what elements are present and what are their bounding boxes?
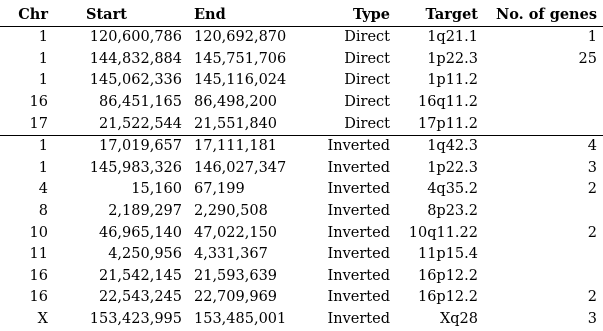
cell-chr: 16 (29, 289, 48, 306)
cell-end: 86,498,200 (194, 94, 278, 111)
cell-genes: 1 (587, 29, 597, 46)
header-row (0, 0, 603, 27)
header-genes: No. of genes (482, 0, 603, 27)
cell-target: 16p12.2 (417, 289, 478, 306)
cell-genes (482, 244, 603, 266)
cell-type: Inverted (308, 135, 394, 157)
cell-genes (482, 113, 603, 135)
cell-genes: 4 (482, 135, 603, 157)
cell-start: 2,189,297 (108, 203, 182, 220)
header-start: Start (52, 0, 186, 27)
cell-end: 120,692,870 (194, 29, 287, 46)
table-row (0, 179, 603, 201)
table-row (0, 49, 603, 71)
cell-start: 86,451,165 (98, 94, 182, 111)
cell-end: 153,485,001 (194, 311, 287, 328)
cell-target: 17p11.2 (417, 115, 478, 132)
cell-start: 22,543,245 (98, 289, 182, 306)
cell-target: 1p11.2 (427, 72, 478, 89)
cell-genes (482, 201, 603, 223)
cell-type: Direct (344, 94, 390, 111)
cell-type: Inverted (327, 267, 390, 284)
cell-start: 4,250,956 (108, 246, 182, 263)
cell-chr: 16 (29, 94, 48, 111)
cell-type: Inverted (327, 203, 390, 220)
cell-start: 144,832,884 (89, 50, 182, 67)
cell-end: 67,199 (194, 181, 245, 198)
cell-chr: 1 (38, 50, 48, 67)
cell-start: 46,965,140 (98, 224, 182, 241)
table-row (0, 135, 603, 157)
cell-start: 21,542,145 (98, 267, 182, 284)
cell-type: Direct (344, 72, 390, 89)
cell-end: 22,709,969 (194, 289, 278, 306)
cell-end: 4,331,367 (194, 246, 268, 263)
cell-type: Inverted (327, 311, 390, 328)
cell-end: 145,751,706 (194, 50, 287, 67)
table-row (0, 287, 603, 309)
cell-chr: 17 (29, 115, 48, 132)
cell-genes: 3 (587, 311, 597, 328)
cell-target: 11p15.4 (417, 246, 478, 263)
table-row (0, 222, 603, 244)
cell-target: 1q21.1 (427, 29, 478, 46)
header-end: End (186, 0, 308, 27)
cell-chr: 1 (38, 159, 48, 176)
cell-type: Direct (344, 29, 390, 46)
cell-type: Inverted (327, 246, 390, 263)
table-row (0, 201, 603, 223)
cell-chr: 16 (29, 267, 48, 284)
cell-type: Inverted (327, 224, 390, 241)
cell-end: 21,551,840 (194, 115, 278, 132)
cell-genes: 2 (587, 224, 597, 241)
cell-genes: 25 (578, 50, 597, 67)
cell-chr: X (37, 311, 48, 328)
cell-target: 10q11.22 (408, 224, 478, 241)
cell-type: Inverted (327, 159, 390, 176)
cell-target: Xq28 (439, 311, 478, 328)
cell-genes: 2 (587, 289, 597, 306)
cell-end: 2,290,508 (194, 203, 268, 220)
cell-start: 21,522,544 (98, 115, 182, 132)
cell-target: 1p22.3 (427, 50, 478, 67)
cell-chr: 11 (29, 246, 48, 263)
table-row (0, 27, 603, 49)
cell-target: 8p23.2 (427, 203, 478, 220)
cell-chr: 1 (0, 135, 52, 157)
header-chr: Chr (0, 0, 52, 27)
cell-end: 145,116,024 (194, 72, 287, 89)
table-row (0, 244, 603, 266)
cell-type: Direct (344, 115, 390, 132)
cell-target: 1q42.3 (394, 135, 482, 157)
cell-chr: 10 (29, 224, 48, 241)
cell-chr: 1 (38, 72, 48, 89)
cell-chr: 1 (38, 29, 48, 46)
table-row (0, 113, 603, 135)
table-row (0, 266, 603, 288)
direct-group (0, 27, 603, 136)
table-row (0, 92, 603, 114)
cell-start: 120,600,786 (89, 29, 182, 46)
cell-type: Direct (344, 50, 390, 67)
cell-type: Inverted (327, 181, 390, 198)
table-header (0, 0, 603, 27)
header-target: Target (394, 0, 482, 27)
cell-end: 17,111,181 (186, 135, 308, 157)
cell-chr: 8 (38, 203, 48, 220)
cell-end: 146,027,347 (194, 159, 287, 176)
cell-target: 4q35.2 (427, 181, 478, 198)
table-row (0, 309, 603, 331)
inverted-group (0, 135, 603, 330)
header-type: Type (308, 0, 394, 27)
cell-type: Inverted (327, 289, 390, 306)
cell-genes (482, 70, 603, 92)
cell-start: 153,423,995 (89, 311, 182, 328)
table-row (0, 70, 603, 92)
cell-target: 16p12.2 (417, 267, 478, 284)
cell-target: 1p22.3 (427, 159, 478, 176)
cell-start: 145,062,336 (89, 72, 182, 89)
cell-genes (482, 92, 603, 114)
cell-start: 145,983,326 (89, 159, 182, 176)
cell-target: 16q11.2 (417, 94, 478, 111)
table-row (0, 158, 603, 180)
cell-genes: 2 (587, 181, 597, 198)
cell-start: 15,160 (131, 181, 182, 198)
cell-end: 47,022,150 (194, 224, 278, 241)
cell-end: 21,593,639 (194, 267, 278, 284)
cell-genes (482, 266, 603, 288)
cell-genes: 3 (587, 159, 597, 176)
cell-chr: 4 (38, 181, 48, 198)
cell-start: 17,019,657 (52, 135, 186, 157)
